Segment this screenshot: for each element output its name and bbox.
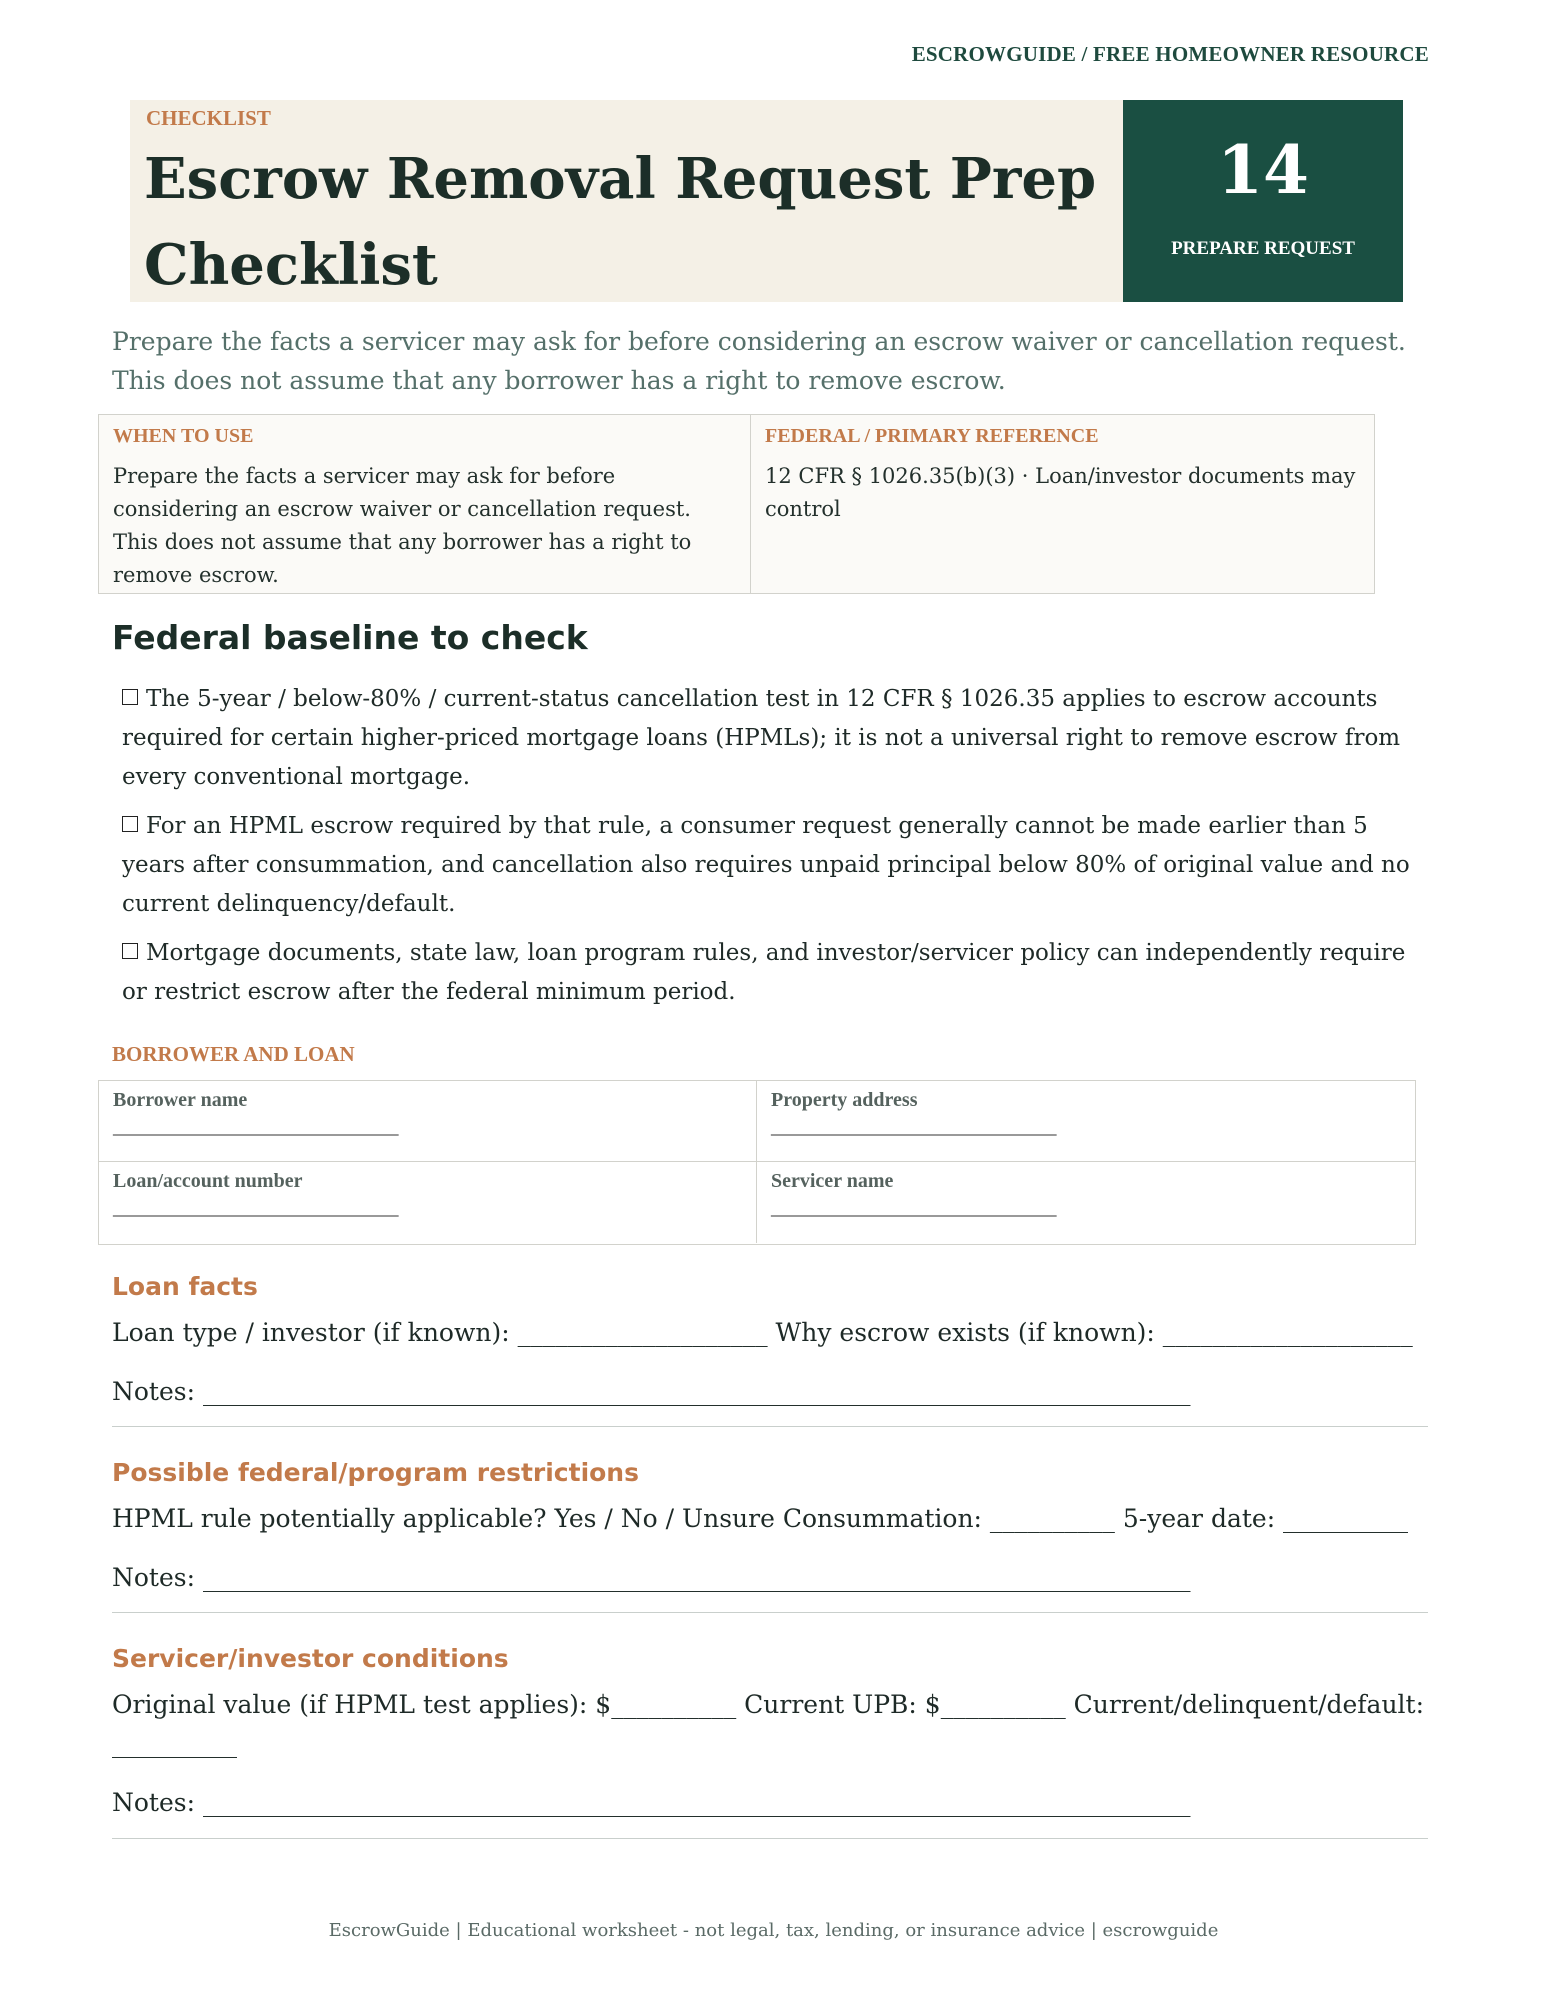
servicer-conditions-title: Servicer/investor conditions: [112, 1644, 509, 1673]
hero-banner: [130, 100, 1403, 302]
when-to-use-heading: WHEN TO USE: [113, 425, 254, 447]
loan-facts-notes[interactable]: Notes: _______________________________________________________________________________: [112, 1377, 1191, 1406]
borrower-name-field[interactable]: [99, 1081, 757, 1162]
borrower-name-label: Borrower name: [113, 1089, 248, 1111]
federal-baseline-list: [122, 680, 1432, 1022]
brand-line: ESCROWGUIDE / FREE HOMEOWNER RESOURCE: [911, 42, 1429, 66]
loan-facts-section: [112, 1272, 1428, 1411]
borrower-loan-form: [98, 1080, 1416, 1245]
checklist-item: [122, 680, 1432, 797]
servicer-conditions-row[interactable]: Original value (if HPML test applies): $__________ Current UPB: $__________ Current/delinquent/default: __________: [112, 1690, 1425, 1758]
footer: EscrowGuide | Educational worksheet - not legal, tax, lending, or insurance advice | escrowguide: [328, 1920, 1219, 1941]
checklist-item: [122, 934, 1432, 1012]
reference-heading: FEDERAL / PRIMARY REFERENCE: [765, 425, 1099, 447]
badge-number: 14: [1217, 131, 1309, 209]
checkbox-icon[interactable]: [122, 689, 138, 705]
hero-eyebrow: CHECKLIST: [146, 106, 271, 130]
blank-line: ______________________________: [113, 1197, 398, 1219]
divider: [112, 1838, 1428, 1839]
step-badge: [1123, 100, 1403, 302]
divider: [112, 1426, 1428, 1427]
restrictions-section: [112, 1458, 1428, 1597]
loan-account-number-field[interactable]: [99, 1162, 757, 1243]
blank-line: ______________________________: [771, 1197, 1056, 1219]
restrictions-notes[interactable]: Notes: _______________________________________________________________________________: [112, 1563, 1191, 1592]
checklist-item: [122, 807, 1432, 924]
when-to-use-cell: [99, 415, 751, 593]
info-table: [98, 414, 1375, 594]
restrictions-row[interactable]: HPML rule potentially applicable? Yes / No / Unsure Consummation: __________ 5-year date: __________: [112, 1504, 1409, 1533]
when-to-use-body: Prepare the facts a servicer may ask for before considering an escrow waiver or cancellation request. This does not assume that any borrower has a right to remove escrow.: [113, 464, 692, 587]
reference-cell: [751, 415, 1374, 593]
federal-baseline-title: Federal baseline to check: [112, 618, 588, 657]
loan-facts-row[interactable]: Loan type / investor (if known): ____________________ Why escrow exists (if known): ____________________: [112, 1318, 1413, 1347]
restrictions-title: Possible federal/program restrictions: [112, 1458, 639, 1487]
checkbox-icon[interactable]: [122, 816, 138, 832]
blank-line: ______________________________: [113, 1116, 398, 1138]
blank-line: ______________________________: [771, 1116, 1056, 1138]
reference-body: 12 CFR § 1026.35(b)(3) · Loan/investor documents may control: [765, 464, 1356, 521]
servicer-name-field[interactable]: [757, 1162, 1415, 1243]
checkbox-icon[interactable]: [122, 943, 138, 959]
badge-label: PREPARE REQUEST: [1171, 238, 1355, 259]
checklist-item-text: Mortgage documents, state law, loan program rules, and investor/servicer policy can independently require or restrict escrow after the federal minimum period.: [122, 940, 1406, 1005]
property-address-label: Property address: [771, 1089, 918, 1111]
checklist-item-text: For an HPML escrow required by that rule, a consumer request generally cannot be made earlier than 5 years after consummation, and cancellation also requires unpaid principal below 80% of original value and no current delinquency/default.: [122, 813, 1410, 917]
checklist-item-text: The 5-year / below-80% / current-status cancellation test in 12 CFR § 1026.35 applies to escrow accounts required for certain higher-priced mortgage loans (HPMLs); it is not a universal right to remove escrow from every conventional mortgage.: [122, 686, 1401, 790]
servicer-conditions-notes[interactable]: Notes: _______________________________________________________________________________: [112, 1788, 1191, 1817]
loan-facts-title: Loan facts: [112, 1272, 258, 1301]
servicer-name-label: Servicer name: [771, 1170, 894, 1192]
property-address-field[interactable]: [757, 1081, 1415, 1162]
page-title: Escrow Removal Request Prep Checklist: [144, 146, 1097, 298]
intro-text: Prepare the facts a servicer may ask for before considering an escrow waiver or cancellation request. This does not assume that any borrower has a right to remove escrow.: [112, 327, 1406, 395]
servicer-conditions-section: [112, 1644, 1428, 1822]
borrower-loan-label: BORROWER AND LOAN: [112, 1042, 355, 1066]
divider: [112, 1612, 1428, 1613]
loan-account-number-label: Loan/account number: [113, 1170, 303, 1192]
